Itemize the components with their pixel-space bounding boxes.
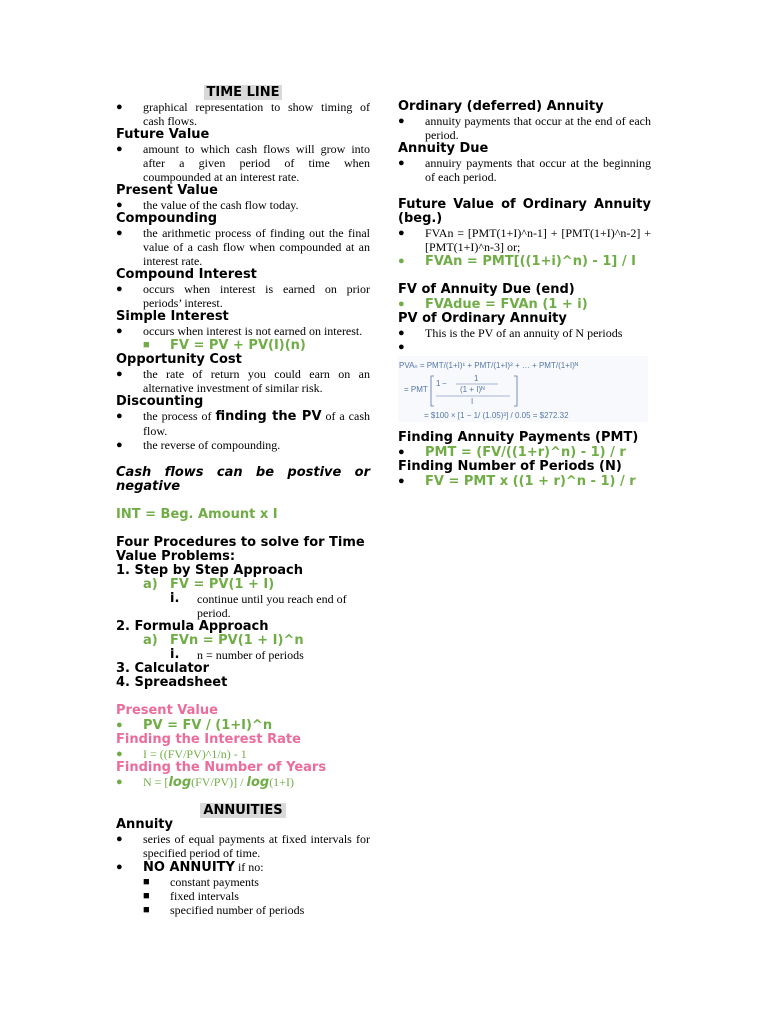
pvoa-heading: PV of Ordinary Annuity (398, 311, 567, 326)
pv2-formula: ● PV = FV / (1+I)^n (116, 718, 370, 733)
annuity-due-heading: Annuity Due (398, 141, 489, 156)
pva-i: I (471, 397, 474, 406)
int-formula: INT = Beg. Amount x I (116, 507, 278, 522)
right-column (398, 100, 651, 489)
pva-eq: = PMT (404, 385, 428, 394)
procedure-3: 3. Calculator (116, 661, 210, 676)
pva-line-1: PVAₙ = PMT/(1+I)¹ + PMT/(1+I)² + … + PMT/(1+I)ᴺ (399, 361, 579, 370)
cash-flows-note: Cash flows can be postive or negative (116, 465, 370, 494)
annuity-due-bullet: ● annuiry payments that occur at the beginning of each period. (398, 156, 651, 184)
ordinary-annuity-heading: Ordinary (deferred) Annuity (398, 99, 604, 114)
pvoa-bullet: ● This is the PV of an annuity of N periods (398, 326, 651, 340)
no-annuity-item: ■ constant payments (143, 875, 370, 889)
simple-interest-formula: ■ FV = PV + PV(I)(n) (143, 338, 370, 353)
left-column (116, 86, 370, 917)
opportunity-cost-heading: Opportunity Cost (116, 352, 242, 367)
simple-interest-heading: Simple Interest (116, 309, 229, 324)
years-heading: Finding the Number of Years (116, 760, 327, 775)
pv-bullet: ● the value of the cash flow today. (116, 198, 370, 212)
procedure-2: 2. Formula Approach (116, 619, 269, 634)
fv-heading: Future Value (116, 127, 210, 142)
timeline-bullet: ● graphical representation to show timing of cash flows. (116, 100, 370, 128)
compound-interest-heading: Compound Interest (116, 267, 257, 282)
opportunity-cost-bullet: ● the rate of return you could earn on an alternative investment of similar risk. (116, 367, 370, 395)
nper-heading: Finding Number of Periods (N) (398, 459, 622, 474)
pmt-formula: ● PMT = (FV/((1+r)^n) - 1) / r (398, 445, 651, 460)
fv-bullet: ● amount to which cash flows will grow into after a given period of time when coumpounded at an interest rate. (116, 142, 370, 184)
pmt-heading: Finding Annuity Payments (PMT) (398, 430, 639, 445)
pva-num: 1 (474, 374, 479, 383)
no-annuity-item: ■ fixed intervals (143, 889, 370, 903)
fvoa-heading: Future Value of Ordinary Annuity (beg.) (398, 197, 651, 226)
discounting-heading: Discounting (116, 394, 204, 409)
annuity-bullet: ● series of equal payments at fixed intervals for specified period of time. (116, 832, 370, 860)
rate-formula: ● I = ((FV/PV)^1/n) - 1 (116, 747, 370, 761)
pv-heading: Present Value (116, 183, 218, 198)
svg-text:−: − (442, 379, 447, 388)
procedure-2-i: i. n = number of periods (170, 647, 304, 662)
procedure-4: 4. Spreadsheet (116, 675, 228, 690)
timeline-title: TIME LINE (116, 86, 370, 100)
procedure-1-i: i. continue until you reach end of period. (170, 591, 347, 620)
procedures-heading: Four Procedures to solve for Time Value Problems: (116, 535, 365, 564)
no-annuity-item: ■ specified number of periods (143, 903, 370, 917)
fvad-formula: ● FVAdue = FVAn (1 + i) (398, 297, 651, 312)
compound-interest-bullet: ● occurs when interest is earned on prior periods’ interest. (116, 282, 370, 310)
no-annuity-bullet: ● NO ANNUITY if no: (116, 860, 370, 875)
pvoa-empty-bullet (398, 340, 651, 354)
compounding-heading: Compounding (116, 211, 218, 226)
procedure-2-a: a) FVn = PV(1 + I)^n (143, 633, 304, 648)
fvoa-bullet: ● FVAn = [PMT(1+I)^n-1] + [PMT(1+I)^n-2] + [PMT(1+I)^n-3] or; (398, 226, 651, 254)
procedure-1: 1. Step by Step Approach (116, 563, 304, 578)
pva-den: (1 + I)ᴺ (460, 385, 485, 394)
rate-heading: Finding the Interest Rate (116, 732, 301, 747)
pv2-heading: Present Value (116, 703, 218, 718)
annuities-title: ANNUITIES (116, 804, 370, 818)
fvoa-formula: ● FVAn = PMT[((1+i)^n) - 1] / I (398, 254, 651, 269)
fvad-heading: FV of Annuity Due (end) (398, 282, 575, 297)
nper-formula: ● FV = PMT x ((1 + r)^n - 1) / r (398, 474, 651, 489)
procedure-1-a: a) FV = PV(1 + I) (143, 577, 275, 592)
pva-one: 1 (436, 379, 441, 388)
years-formula: ● N = [log(FV/PV)] / log(1+I) (116, 775, 370, 790)
annuity-heading: Annuity (116, 817, 173, 832)
simple-interest-bullet: ● occurs when interest is not earned on interest. (116, 324, 370, 338)
ordinary-annuity-bullet: ● annuity payments that occur at the end of each period. (398, 114, 651, 142)
discounting-bullet-2: ● the reverse of compounding. (116, 438, 370, 452)
compounding-bullet: ● the arithmetic process of finding out the final value of a cash flow when compounded at an interest rate. (116, 226, 370, 268)
pva-line-3: = $100 × [1 − 1/ (1.05)³] / 0.05 = $272.32 (424, 411, 569, 420)
pva-formula-image (398, 356, 648, 422)
discounting-bullet-1: ● the process of finding the PV of a cash flow. (116, 409, 370, 438)
